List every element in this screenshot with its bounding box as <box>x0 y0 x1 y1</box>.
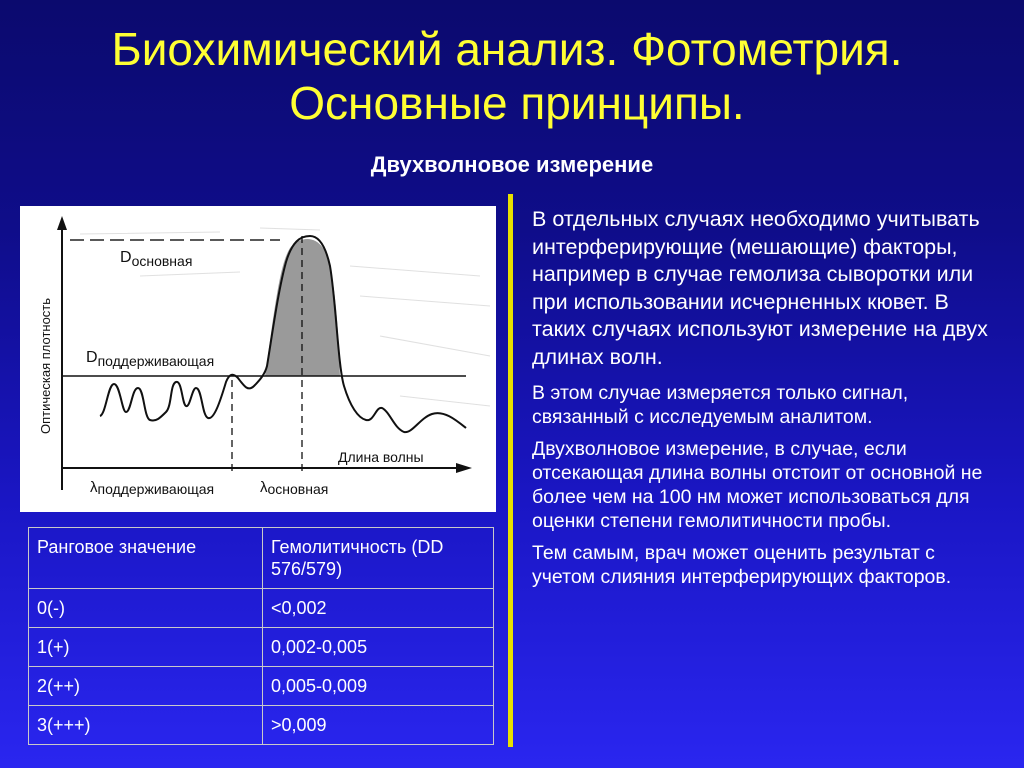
y-axis-arrow <box>57 216 67 230</box>
d-main-symbol: D <box>120 249 132 266</box>
d-main-label <box>120 249 192 269</box>
d-support-symbol: D <box>86 349 98 366</box>
lambda-support-label <box>90 479 214 497</box>
d-support-label <box>86 349 214 369</box>
lambda-main-symbol: λ <box>260 479 268 496</box>
table-cell: >0,009 <box>263 706 494 745</box>
table-cell: 3(+++) <box>29 706 263 745</box>
x-axis-arrow <box>456 463 472 473</box>
d-main-subscript: основная <box>131 253 193 269</box>
dual-wavelength-diagram <box>20 206 496 512</box>
table-cell: 1(+) <box>29 628 263 667</box>
paragraph-2: В этом случае измеряется только сигнал, связанный с исследуемым аналитом. <box>532 382 909 428</box>
slide-title-line1: Биохимический анализ. Фотометрия. <box>111 23 903 75</box>
table-header-row <box>29 528 494 589</box>
table-row <box>29 667 494 706</box>
table-cell: 0,002-0,005 <box>263 628 494 667</box>
table-cell: 2(++) <box>29 667 263 706</box>
table-row <box>29 628 494 667</box>
table-cell: 0,005-0,009 <box>263 667 494 706</box>
lambda-main-subscript: основная <box>267 481 329 497</box>
table-header-cell: Гемолитичность (DD 576/579) <box>263 528 494 589</box>
lambda-main-label <box>260 479 328 497</box>
hemolysis-rank-table <box>28 527 494 745</box>
slide-subtitle: Двухволновое измерение <box>370 152 654 177</box>
paragraph-1: В отдельных случаях необходимо учитывать интерферирующие (мешающие) факторы, например в случае гемолиза сыворотки или при использовании исчерненных кювет. В таких случаях используют измерение на двух длинах волн. <box>532 207 988 369</box>
paragraph-3: Двухволновое измерение, в случае, если отсекающая длина волны отстоит от основной не более чем на 100 нм может использоваться для оценки степени гемолитичности пробы. <box>532 438 983 532</box>
d-support-subscript: поддерживающая <box>97 353 215 369</box>
accent-divider-line <box>508 194 513 747</box>
explanation-text <box>532 206 994 597</box>
lambda-support-subscript: поддерживающая <box>97 481 215 497</box>
slide-title-line2: Основные принципы. <box>289 77 745 129</box>
table-cell: <0,002 <box>263 589 494 628</box>
paragraph-4: Тем самым, врач может оценить результат с учетом слияния интерферирующих факторов. <box>532 542 952 588</box>
lambda-support-symbol: λ <box>90 479 98 496</box>
y-axis-label: Оптическая плотность <box>38 297 53 434</box>
table-cell: 0(-) <box>29 589 263 628</box>
x-axis-label: Длина волны <box>338 449 424 465</box>
table-row <box>29 589 494 628</box>
table-row <box>29 706 494 745</box>
slide-title <box>0 22 1024 130</box>
table-header-cell: Ранговое значение <box>29 528 263 589</box>
